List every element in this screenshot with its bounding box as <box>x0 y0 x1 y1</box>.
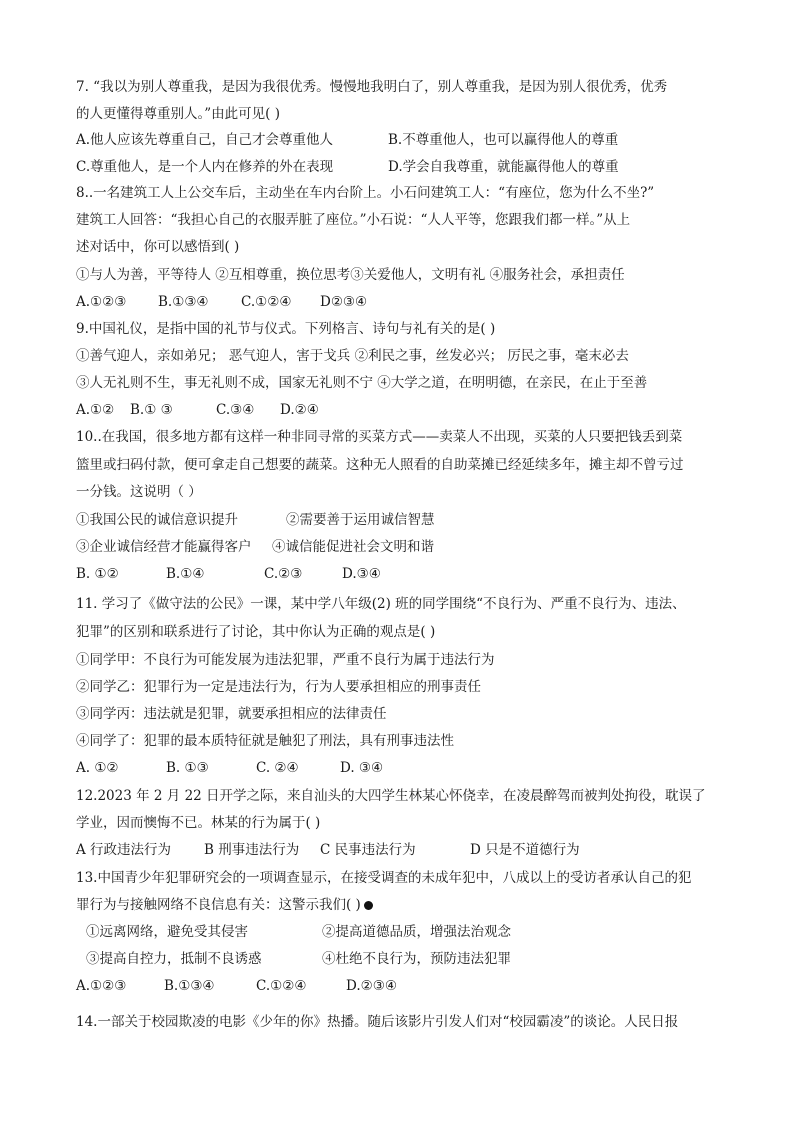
q7-option-a: A.他人应该先尊重自己，自己才会尊重他人 <box>76 132 334 148</box>
q7-option-b: B.不尊重他人，也可以赢得他人的尊重 <box>388 132 619 148</box>
q12-option-c: C 民事违法行为 <box>320 842 416 858</box>
q12-option-d: D 只是不道德行为 <box>470 842 580 858</box>
q13-statement-3: ③提高自控力，抵制不良诱惑 <box>86 951 262 967</box>
q8-option-a: A.①②③ <box>76 294 127 310</box>
q11-option-a: A. ①② <box>76 760 119 776</box>
q8-statements: ①与人为善，平等待人 ②互相尊重，换位思考③关爱他人，文明有礼 ④服务社会，承担责任 <box>76 267 625 283</box>
q10-statement-3: ③企业诚信经营才能赢得客户 <box>76 539 252 555</box>
q10-stem-line3: 一分钱。这说明（ ） <box>76 484 202 500</box>
q9-option-a: A.①② <box>76 402 115 418</box>
q11-option-b: B. ①③ <box>166 760 209 776</box>
q11-stem-line2: 犯罪”的区别和联系进行了讨论，其中你认为正确的观点是( ) <box>76 624 436 640</box>
q9-statements-3-4: ③人无礼则不生，事无礼则不成，国家无礼则不宁 ④大学之道，在明明德，在亲民，在止于至善 <box>76 375 648 391</box>
q12-option-a: A 行政违法行为 <box>76 842 172 858</box>
q11-option-c: C. ②④ <box>256 760 299 776</box>
q9-option-c: C.③④ <box>216 402 255 418</box>
q10-stem-line2: 篮里或扫码付款，便可拿走自己想要的蔬菜。这种无人照看的自助菜摊已经延续多年，摊主却不曾亏过 <box>76 457 684 473</box>
q13-stem-line2 <box>76 895 373 915</box>
q10-statement-4: ④诚信能促进社会文明和谐 <box>272 539 434 555</box>
q8-stem-line3: 述对话中，你可以感悟到( ) <box>76 239 240 255</box>
q13-statement-2: ②提高道德品质，增强法治观念 <box>322 924 511 940</box>
q8-stem-line1: 8..一名建筑工人上公交车后，主动坐在车内台阶上。小石问建筑工人：“有座位，您为什么不坐?” <box>76 185 655 201</box>
q10-option-c: C.②③ <box>264 566 303 582</box>
q9-stem-line1: 9.中国礼仪，是指中国的礼节与仪式。下列格言、诗句与礼有关的是( ) <box>76 321 496 337</box>
q8-option-b: B.①③④ <box>158 294 209 310</box>
q9-option-d: D.②④ <box>280 402 319 418</box>
q11-option-d: D. ③④ <box>340 760 384 776</box>
q10-statement-1: ①我国公民的诚信意识提升 <box>76 512 238 528</box>
q10-statement-2: ②需要善于运用诚信智慧 <box>286 512 435 528</box>
q13-stem-line2-text: 罪行为与接触网络不良信息有关：这警示我们( ) <box>76 897 361 913</box>
q9-statements-1-2: ①善气迎人，亲如弟兄； 恶气迎人，害于戈兵 ②利民之事，丝发必兴； 厉民之事，毫末必去 <box>76 348 629 364</box>
q9-option-b: B.① ③ <box>130 402 173 418</box>
q13-option-d: D.②③④ <box>346 978 397 994</box>
q7-option-d: D.学会自我尊重，就能赢得他人的尊重 <box>388 159 619 175</box>
q10-option-d: D.③④ <box>342 566 381 582</box>
q8-option-c: C.①②④ <box>241 294 292 310</box>
q12-stem-line1: 12.2023 年 2 月 22 日开学之际，来自汕头的大四学生林某心怀侥幸，在凌晨醉驾而被判处拘役，耽误了 <box>76 788 706 804</box>
q13-option-c: C.①②④ <box>256 978 307 994</box>
q13-stem-line1: 13.中国青少年犯罪研究会的一项调查显示，在接受调查的未成年犯中，八成以上的受访者承认自己的犯 <box>76 870 692 886</box>
q11-statement-2: ②同学乙：犯罪行为一定是违法行为，行为人要承担相应的刑事责任 <box>76 679 481 695</box>
q7-option-c: C.尊重他人，是一个人内在修养的外在表现 <box>76 159 334 175</box>
q11-statement-1: ①同学甲：不良行为可能发展为违法犯罪，严重不良行为属于违法行为 <box>76 652 495 668</box>
q13-option-a: A.①②③ <box>76 978 127 994</box>
bullet-dot-icon <box>364 901 373 910</box>
q12-stem-line2: 学业，因而懊悔不已。林某的行为属于( ) <box>76 815 321 831</box>
q7-stem-line2: 的人更懂得尊重别人。”由此可见( ) <box>76 106 280 122</box>
q8-stem-line2: 建筑工人回答：“我担心自己的衣服弄脏了座位。”小石说：“人人平等，您跟我们都一样。”从上 <box>76 212 631 228</box>
q11-statement-4: ④同学了：犯罪的最本质特征就是触犯了刑法，具有刑事违法性 <box>76 733 454 749</box>
q7-stem-line1: 7. “我以为别人尊重我，是因为我很优秀。慢慢地我明白了，别人尊重我，是因为别人很优秀，优秀 <box>76 79 668 95</box>
q10-stem-line1: 10..在我国，很多地方都有这样一种非同寻常的买菜方式——卖菜人不出现，买菜的人只要把钱丢到菜 <box>76 429 683 445</box>
q14-stem-line1: 14.一部关于校园欺凌的电影《少年的你》热播。随后该影片引发人们对“校园霸凌”的谈论。人民日报 <box>76 1014 679 1030</box>
q13-option-b: B.①③④ <box>164 978 215 994</box>
q10-option-a: B. ①② <box>76 566 119 582</box>
q13-statement-4: ④杜绝不良行为，预防违法犯罪 <box>322 951 511 967</box>
q11-stem-line1: 11. 学习了《做守法的公民》一课，某中学八年级(2) 班的同学围绕“不良行为、严重不良行为、违法、 <box>76 596 686 612</box>
q8-option-d: D②③④ <box>320 294 368 310</box>
q13-statement-1: ①远离网络，避免受其侵害 <box>86 924 248 940</box>
q11-statement-3: ③同学丙：违法就是犯罪，就要承担相应的法律责任 <box>76 706 387 722</box>
q12-option-b: B 刑事违法行为 <box>204 842 300 858</box>
q10-option-b: B.①④ <box>166 566 205 582</box>
